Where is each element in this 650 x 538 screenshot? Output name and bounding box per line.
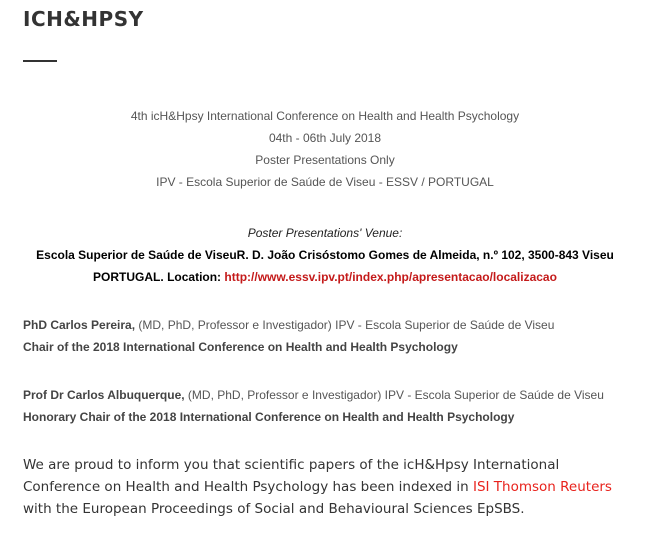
venue-label: Poster Presentations' Venue: (247, 226, 403, 240)
honorary-chair-details: (MD, PhD, Professor e Investigador) IPV - Escola Superior de Saúde de Viseu (184, 388, 604, 402)
honorary-chair-name: Prof Dr Carlos Albuquerque, (23, 388, 185, 402)
conference-name: 4th icH&Hpsy International Conference on Health and Health Psychology (130, 109, 520, 123)
honorary-chair-info (23, 384, 604, 428)
venue-address: Escola Superior de Saúde de ViseuR. D. João Crisóstomo Gomes de Almeida, n.º 102, 3500-843 Viseu (36, 248, 614, 262)
isi-thomson-reuters-highlight: ISI Thomson Reuters (472, 479, 612, 495)
chair-details: (MD, PhD, Professor e Investigador) IPV - Escola Superior de Saúde de Viseu (135, 318, 555, 332)
title-divider (23, 60, 57, 62)
conference-institution: IPV - Escola Superior de Saúde de Viseu - ESSV / PORTUGAL (156, 175, 494, 189)
venue-country: PORTUGAL. (93, 270, 164, 284)
chair-name: PhD Carlos Pereira, (23, 318, 136, 332)
announcement-text-end: with the European Proceedings of Social and Behavioural Sciences EpSBS. (23, 501, 525, 517)
venue-location-line (0, 266, 650, 288)
chair-role: Chair of the 2018 International Conference on Health and Health Psychology (23, 340, 458, 354)
honorary-chair-role: Honorary Chair of the 2018 International Conference on Health and Health Psychology (23, 410, 515, 424)
conference-dates: 04th - 06th July 2018 (268, 131, 382, 145)
venue-info (0, 222, 650, 288)
honorary-chair-line (23, 384, 604, 406)
location-link[interactable]: http://www.essv.ipv.pt/index.php/apresentacao/localizacao (224, 270, 557, 284)
chair-line (23, 314, 554, 336)
indexing-announcement (23, 454, 633, 520)
conference-format: Poster Presentations Only (255, 153, 395, 167)
page-title: ICH&HPSY (23, 7, 144, 31)
chair-info (23, 314, 554, 358)
conference-info (0, 105, 650, 193)
location-label: Location: (167, 270, 222, 284)
announcement-text-start: We are proud to inform you that scientific papers of the icH&Hpsy International Conference on Health and Health Psychology has been indexed in (23, 457, 560, 495)
